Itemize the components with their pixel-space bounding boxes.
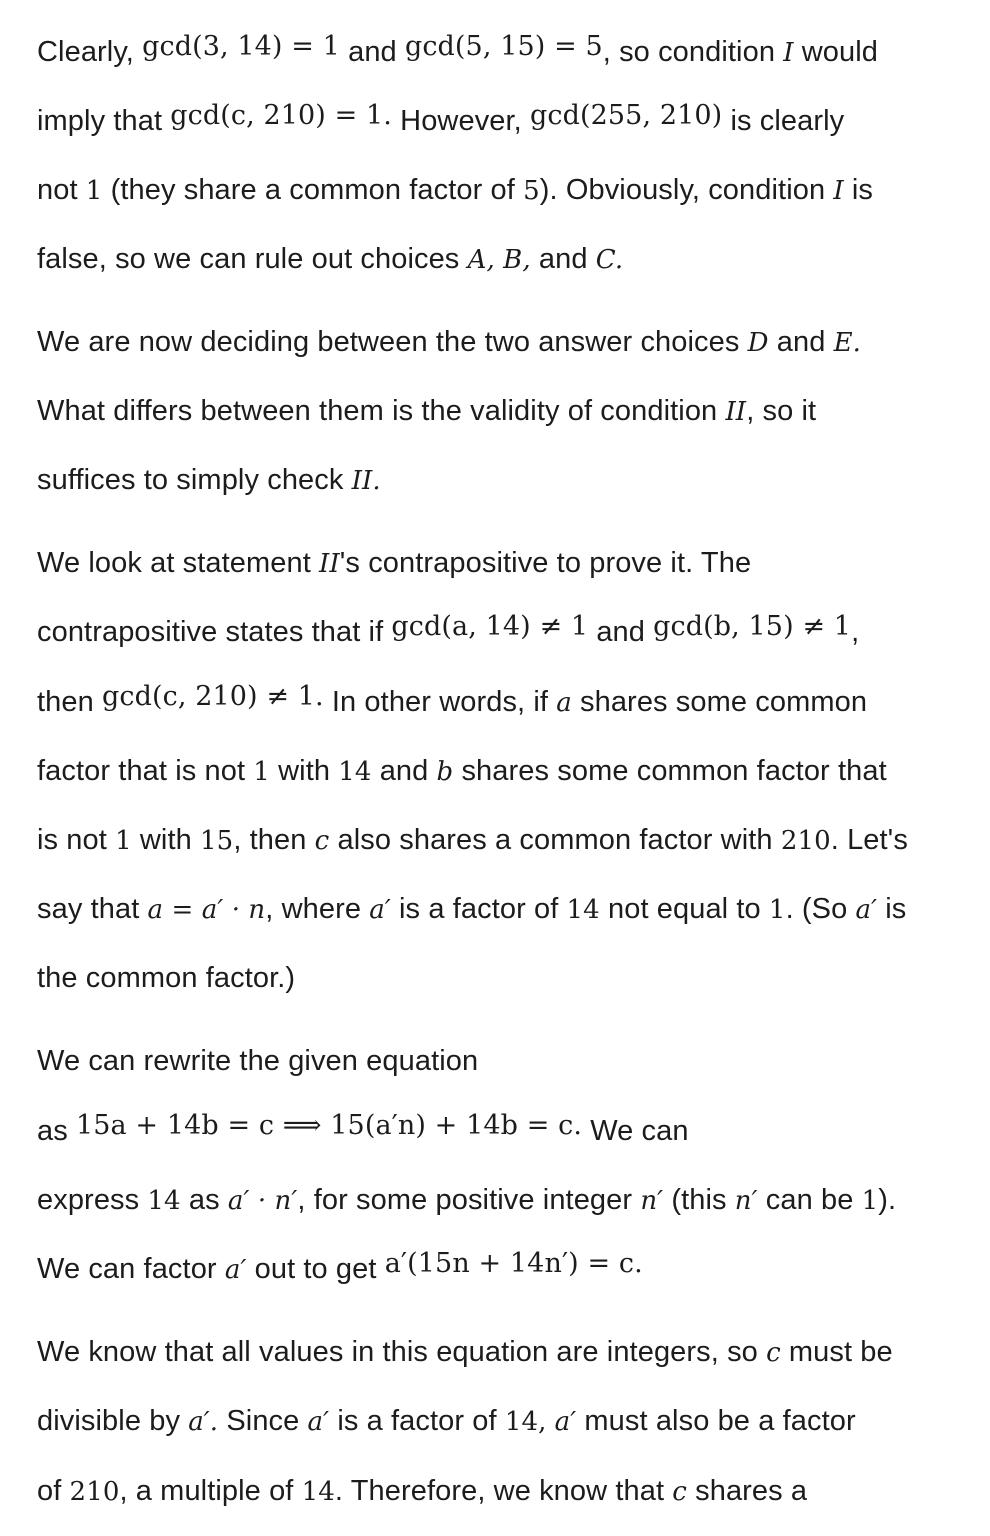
math-expression: a′ <box>224 1255 247 1285</box>
text-segment: the common factor.) <box>37 962 296 994</box>
text-segment: false, so we can rule out choices <box>37 243 468 275</box>
text-segment: , for some positive integer <box>297 1184 641 1216</box>
math-expression: n′ <box>734 1186 758 1216</box>
text-segment: 's contrapositive to prove it. The <box>339 547 752 579</box>
text-line <box>37 958 295 998</box>
math-expression: gcd(3, 14) = 1 <box>142 31 340 62</box>
text-segment: and <box>768 326 834 358</box>
text-segment: We can <box>582 1115 689 1147</box>
text-segment: would <box>793 36 879 68</box>
math-expression: 14 <box>566 895 600 925</box>
text-segment: , so it <box>746 395 817 427</box>
text-segment: not equal to <box>599 893 769 925</box>
text-line <box>37 612 859 653</box>
math-expression: 210 <box>780 826 831 856</box>
text-segment: as <box>37 1115 76 1147</box>
text-segment: and <box>339 36 405 68</box>
text-segment: shares some common <box>571 686 868 718</box>
math-expression: 14, <box>504 1407 547 1437</box>
text-segment: then <box>37 686 102 718</box>
math-expression: 14 <box>301 1477 335 1507</box>
text-segment: and <box>371 755 437 787</box>
text-segment: is clearly <box>722 105 845 137</box>
math-expression: a′ <box>554 1407 577 1437</box>
text-segment: , so condition <box>602 36 784 68</box>
math-expression: A, B, <box>467 245 531 275</box>
text-segment: shares some common factor that <box>453 755 887 787</box>
math-expression: a′(15n + 14n′) = c. <box>384 1248 643 1279</box>
math-expression: C. <box>595 245 624 275</box>
text-segment: as <box>180 1184 228 1216</box>
math-expression: 15a + 14b = c ⟹ 15(a′n) + 14b = c. <box>76 1110 583 1141</box>
text-segment: We know that all values in this equation are integers, so <box>37 1336 767 1368</box>
text-line <box>37 820 908 861</box>
text-line <box>37 1111 689 1152</box>
math-expression: a <box>556 688 572 718</box>
text-line <box>37 751 887 792</box>
text-line <box>37 1332 893 1373</box>
math-expression: E. <box>833 328 862 358</box>
text-segment: What differs between them is the validity of condition <box>37 395 726 427</box>
text-line <box>37 32 878 73</box>
text-segment: factor that is not <box>37 755 254 787</box>
math-expression: n′ <box>640 1186 664 1216</box>
math-expression: a′ · n′ <box>227 1186 298 1216</box>
text-line <box>37 1471 807 1512</box>
math-expression: 1 <box>861 1186 879 1216</box>
text-segment: , then <box>233 824 315 856</box>
math-expression: II <box>725 397 747 427</box>
math-expression: 14 <box>338 757 372 787</box>
text-segment: (this <box>663 1184 735 1216</box>
text-segment: say that <box>37 893 148 925</box>
text-segment: , where <box>265 893 370 925</box>
text-line <box>37 889 906 930</box>
math-expression: 1 <box>115 826 132 856</box>
text-line <box>37 391 816 432</box>
text-line <box>37 322 861 363</box>
text-line <box>37 1401 856 1442</box>
text-segment: However, <box>392 105 530 137</box>
text-segment: Clearly, <box>37 36 143 68</box>
math-expression: 210 <box>69 1477 120 1507</box>
math-expression: gcd(255, 210) <box>530 100 723 131</box>
math-expression: c <box>766 1338 781 1368</box>
math-expression: a′ <box>307 1407 330 1437</box>
text-segment: not <box>37 174 86 206</box>
math-expression: a′ <box>369 895 391 925</box>
text-segment: . Therefore, we know that <box>334 1475 673 1507</box>
text-segment: divisible by <box>37 1405 189 1437</box>
text-segment: In other words, if <box>323 686 557 718</box>
math-expression: gcd(5, 15) = 5 <box>404 31 603 62</box>
text-segment: shares a <box>686 1475 808 1507</box>
text-segment: We can factor <box>37 1253 225 1285</box>
text-line <box>37 1180 896 1221</box>
math-expression: 1 <box>768 895 786 925</box>
text-line <box>37 460 381 501</box>
text-segment <box>546 1405 554 1437</box>
text-segment: contrapositive states that if <box>37 616 392 648</box>
text-segment: express <box>37 1184 148 1216</box>
text-segment: , <box>851 616 860 648</box>
text-segment: with <box>269 755 339 787</box>
math-expression: gcd(a, 14) ≠ 1 <box>391 611 589 642</box>
text-line <box>37 1041 478 1081</box>
math-expression: 1 <box>85 176 103 206</box>
math-expression: 15 <box>200 826 234 856</box>
text-segment: of <box>37 1475 70 1507</box>
math-expression: a = a′ · n <box>147 895 266 925</box>
text-line <box>37 101 844 142</box>
text-segment: suffices to simply check <box>37 464 352 496</box>
text-segment: is not <box>37 824 116 856</box>
text-segment: is <box>877 893 907 925</box>
text-segment: is a factor of <box>390 893 567 925</box>
math-expression: a′. <box>188 1407 219 1437</box>
text-line <box>37 170 873 211</box>
text-segment: can be <box>757 1184 862 1216</box>
text-segment: Since <box>218 1405 308 1437</box>
math-expression: c <box>314 826 330 856</box>
text-segment: . (So <box>785 893 856 925</box>
text-segment: must also be a factor <box>576 1405 856 1437</box>
text-line <box>37 543 751 584</box>
math-expression: II <box>319 549 340 579</box>
math-expression: D <box>747 328 769 358</box>
math-expression: 1 <box>253 757 270 787</box>
text-segment: imply that <box>37 105 171 137</box>
math-expression: b <box>436 757 454 787</box>
math-expression: II. <box>351 466 381 496</box>
math-expression: 14 <box>147 1186 181 1216</box>
text-segment: out to get <box>246 1253 385 1285</box>
math-expression: I <box>833 176 844 206</box>
text-segment: is <box>843 174 874 206</box>
math-expression: gcd(c, 210) ≠ 1. <box>102 681 324 712</box>
text-segment: ). Obviously, condition <box>539 174 834 206</box>
text-segment: We are now deciding between the two answer choices <box>37 326 748 358</box>
text-segment: and <box>588 616 654 648</box>
text-segment: We look at statement <box>37 547 320 579</box>
text-line <box>37 682 867 723</box>
math-expression: a′ <box>855 895 878 925</box>
text-segment: and <box>530 243 596 275</box>
text-segment: . Let's <box>830 824 908 856</box>
math-expression: c <box>672 1477 687 1507</box>
math-expression: gcd(b, 15) ≠ 1 <box>653 611 852 642</box>
text-segment: We can rewrite the given equation <box>37 1045 479 1077</box>
text-segment: ). <box>878 1184 897 1216</box>
text-line <box>37 239 623 280</box>
text-segment: is a factor of <box>329 1405 505 1437</box>
math-expression: 5 <box>523 176 540 206</box>
text-segment: must be <box>780 1336 893 1368</box>
math-expression: gcd(c, 210) = 1. <box>170 100 392 131</box>
text-segment: , a multiple of <box>119 1475 302 1507</box>
text-line <box>37 1249 643 1290</box>
math-expression: I <box>783 38 794 68</box>
text-segment: also shares a common factor with <box>329 824 781 856</box>
text-segment: with <box>131 824 201 856</box>
text-segment: (they share a common factor of <box>102 174 524 206</box>
